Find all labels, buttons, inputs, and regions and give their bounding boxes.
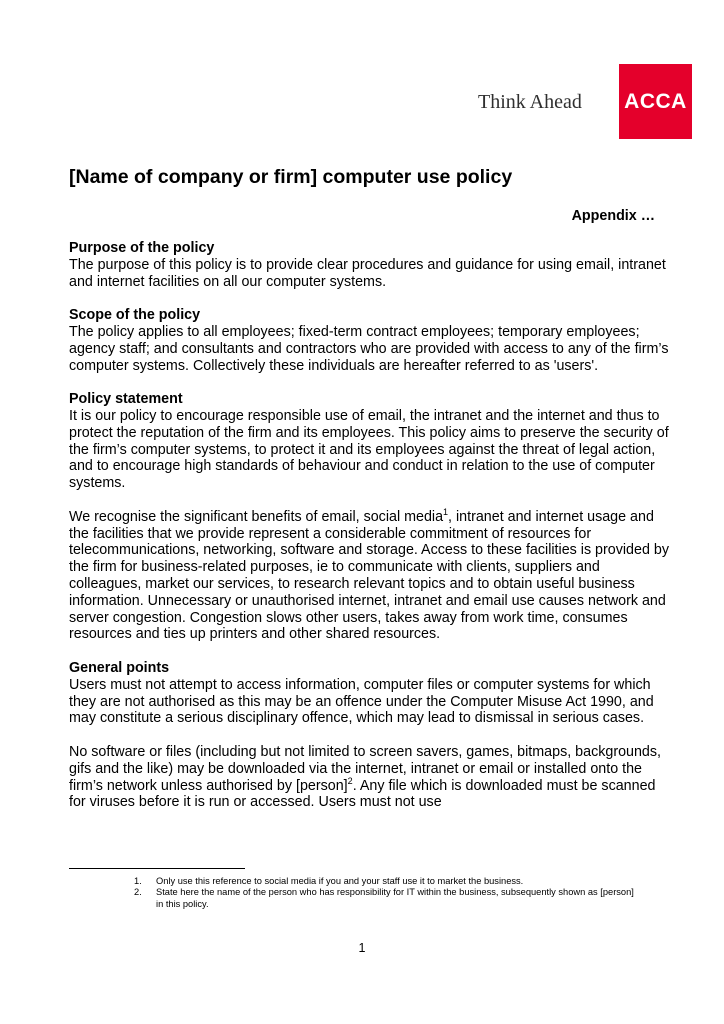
page-number: 1 [358, 941, 366, 955]
acca-logo [619, 64, 692, 139]
acca-logo-text: ACCA [624, 89, 687, 113]
paragraph: The purpose of this policy is to provide clear procedures and guidance for using email, intranet and internet facilities on all our computer systems. [69, 256, 666, 290]
appendix-label: Appendix … [571, 208, 655, 224]
footnote-number: 1. [134, 876, 142, 886]
text-run: We recognise the significant benefits of email, social media [69, 508, 444, 525]
text-run: . Any file which is downloaded must be scanned for viruses before it is run or accessed. Users must not use [69, 777, 656, 811]
footnote-ref: 2 [347, 775, 353, 786]
section-heading: Scope of the policy [69, 307, 201, 324]
section-policy-statement [69, 391, 669, 643]
footnote [134, 876, 634, 887]
paragraph: It is our policy to encourage responsible use of email, the intranet and the internet and thus to protect the reputation of the firm and its employees. This policy aims to preserve the security of the firm’s computer systems, to protect it and its employees against the threat of legal action, and to encourage high standards of behaviour and conduct in relation to the use of computer systems. [69, 407, 669, 492]
header-logo [478, 64, 692, 139]
section-purpose [69, 240, 669, 290]
document-body [69, 240, 669, 828]
tagline: Think Ahead [478, 91, 582, 113]
footnote-ref: 1 [443, 506, 449, 517]
paragraph: The policy applies to all employees; fixed-term contract employees; temporary employees; agency staff; and consultants and contractors who are provided with access to any of the firm’s computer systems. Collectively these individuals are hereafter referred to as 'users'. [69, 323, 669, 374]
paragraph [69, 506, 669, 643]
section-heading: General points [69, 659, 170, 676]
footnote-text: Only use this reference to social media if you and your staff use it to market the business. [156, 876, 524, 886]
paragraph [69, 744, 669, 811]
section-heading: Policy statement [69, 391, 183, 408]
section-scope [69, 307, 669, 374]
footnote [134, 887, 634, 910]
paragraph: Users must not attempt to access information, computer files or computer systems for which they are not authorised as this may be an offence under the Computer Misuse Act 1990, and may constitute a serious disciplinary offence, which may lead to dismissal in serious cases. [69, 676, 654, 727]
footnotes [134, 876, 634, 910]
footnote-number: 2. [134, 887, 142, 898]
footnote-separator [69, 868, 245, 869]
text-run: , intranet and internet usage and the facilities that we provide represent a considerable commitment of resources for telecommunications, networking, software and storage. Access to these facilities is provided by the firm for business-related purposes, ie to communicate with clients, suppliers and colleagues, market our services, to research relevant topics and to obtain useful business information. Unnecessary or unauthorised internet, intranet and email use causes network and server congestion. Congestion slows other users, takes away from work time, consumes resources and ties up printers and other shared resources. [69, 508, 669, 643]
footnote-text: State here the name of the person who has responsibility for IT within the business, subsequently shown as [person] in this policy. [156, 887, 634, 909]
document-title: [Name of company or firm] computer use policy [69, 166, 513, 188]
text-run: No software or files (including but not limited to screen savers, games, bitmaps, backgrounds, gifs and the like) may be downloaded via the internet, intranet or email or installed onto the firm’s network unless authorised by [person] [69, 743, 662, 794]
section-general-points [69, 660, 669, 811]
section-heading: Purpose of the policy [69, 240, 215, 256]
